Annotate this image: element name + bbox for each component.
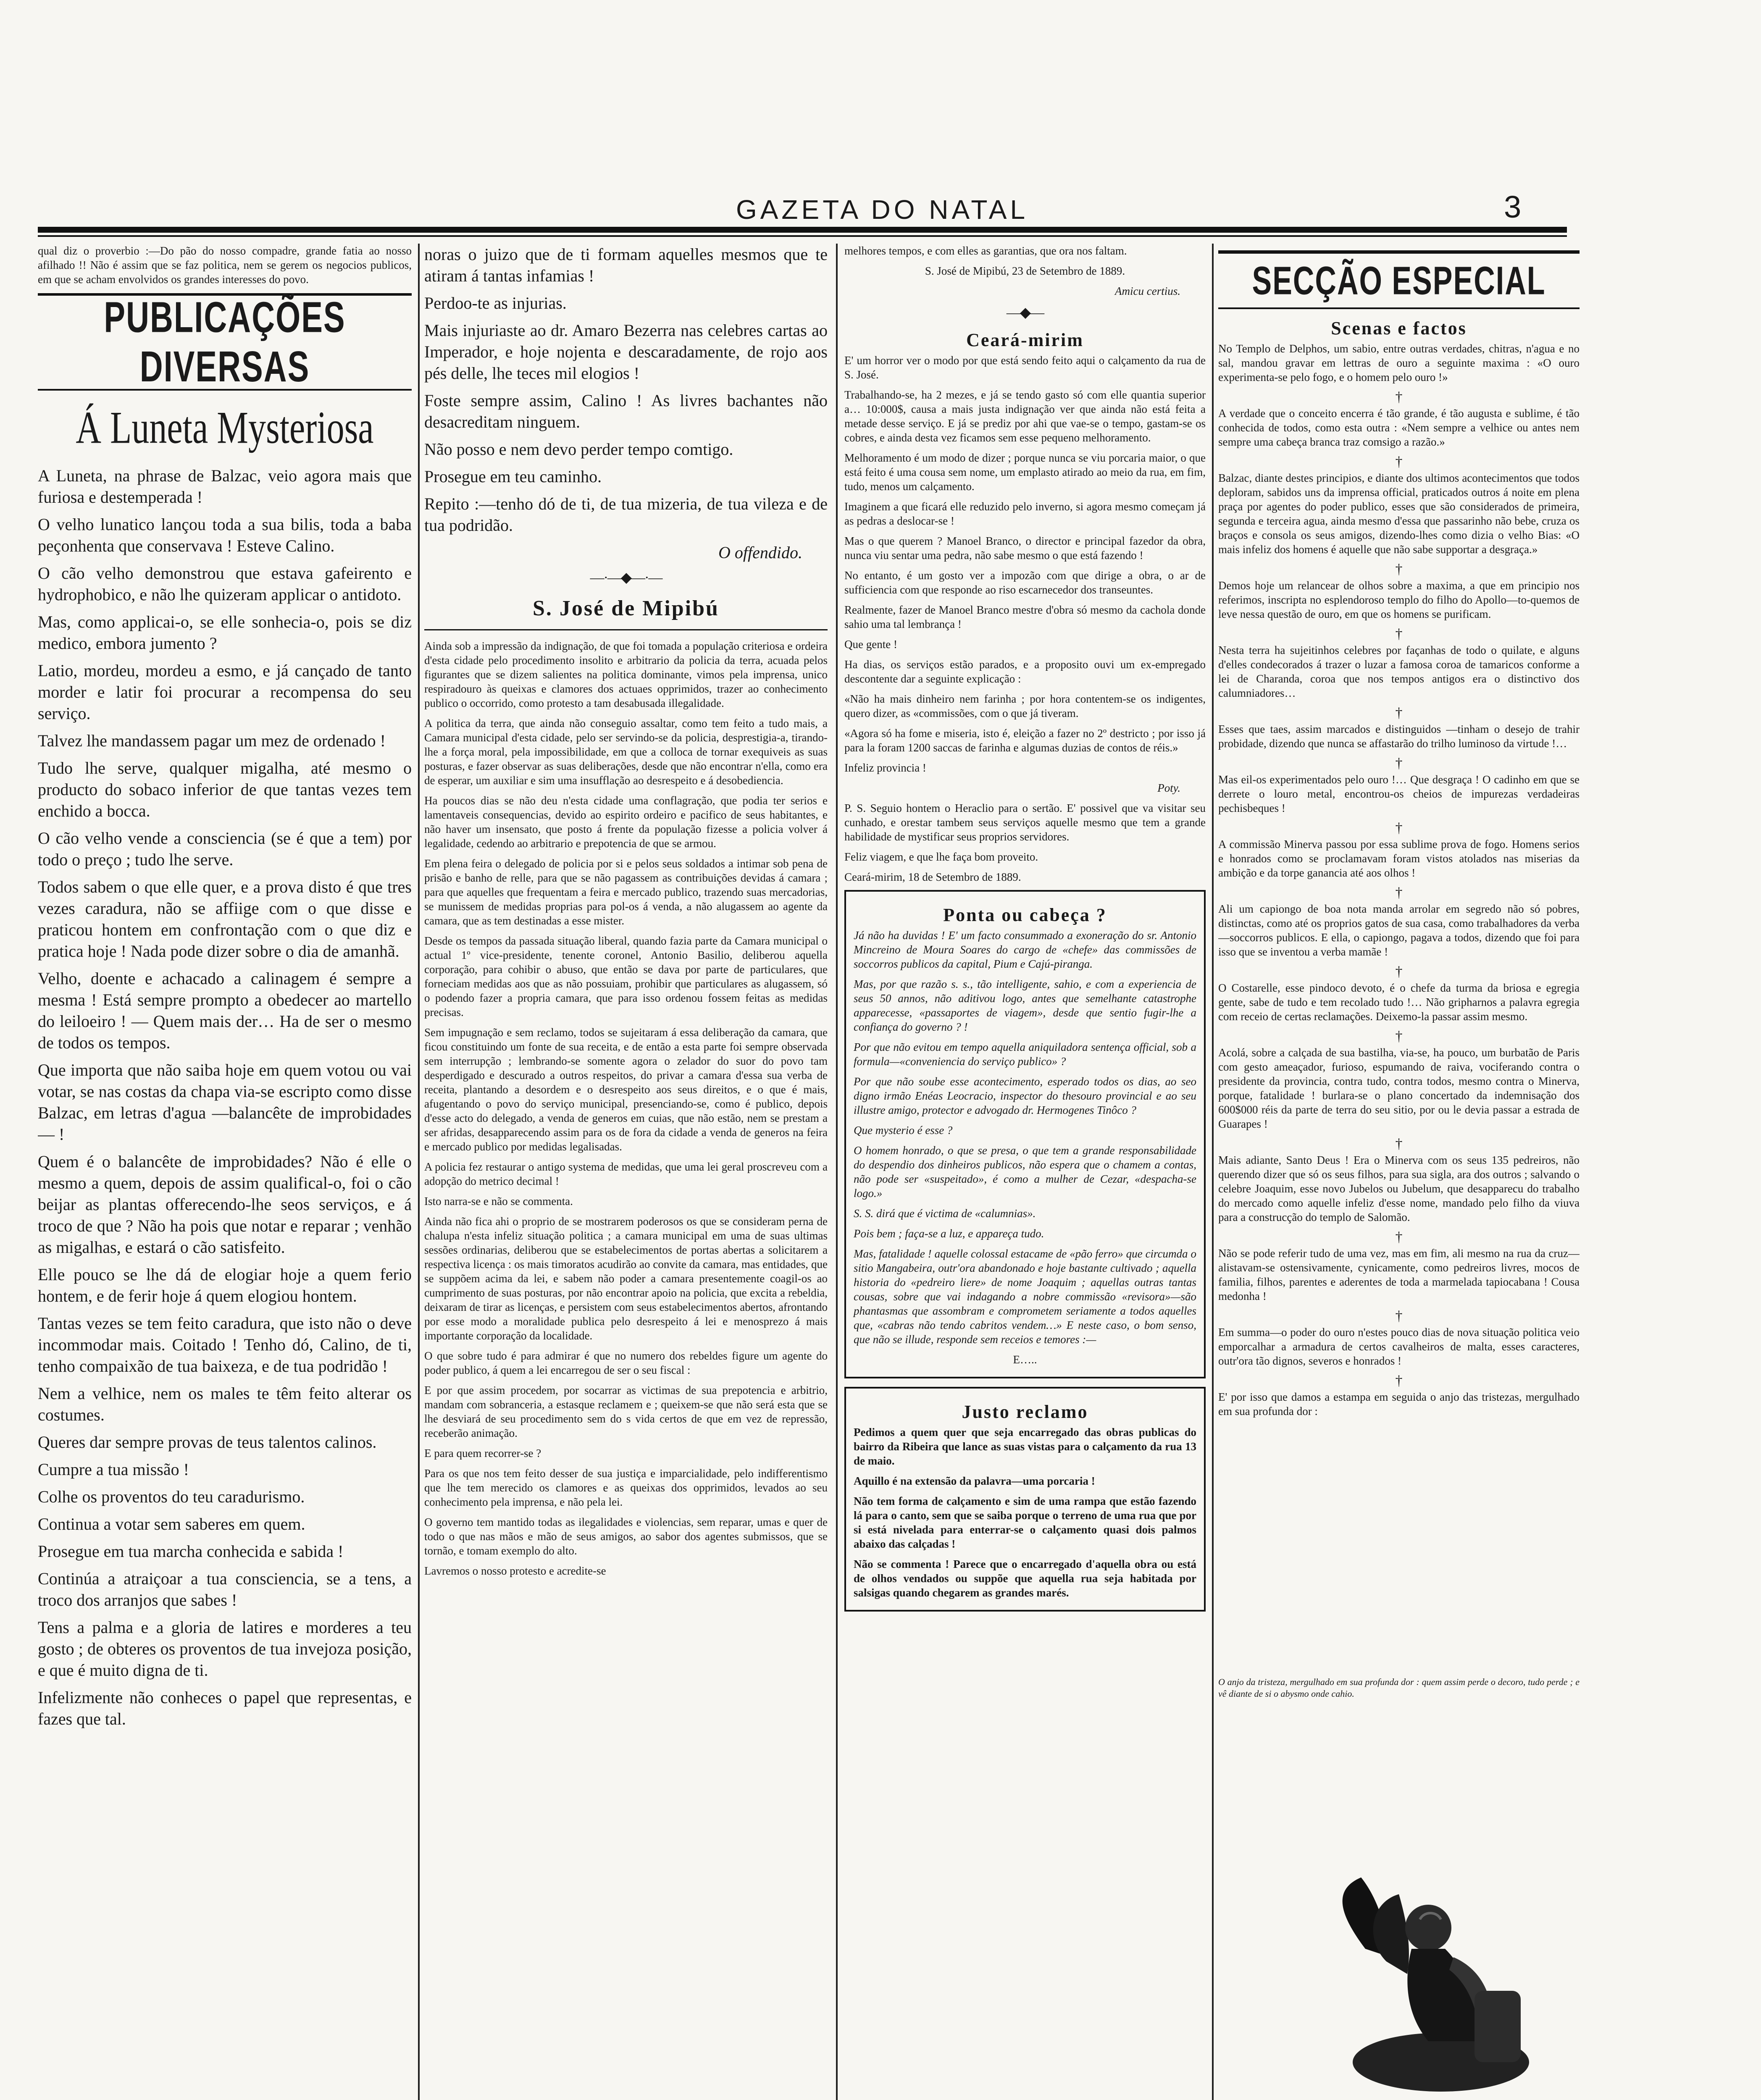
column-divider	[836, 244, 838, 2100]
section-header-seccao-especial	[1218, 250, 1580, 309]
paragraph: Continua a votar sem saberes em quem.	[38, 1515, 305, 1533]
dagger-separator: †	[1395, 562, 1403, 577]
dagger-separator: †	[1395, 1373, 1403, 1389]
paragraph: A verdade que o conceito encerra é tão grande, é tão augusta e sublime, é tão conhecida de todos, como esta outra : «Nem sempre a velhice ou antes nem sempre uma cabeça branca traz comsigo a razão.»	[1218, 407, 1580, 448]
article-body-sao-jose	[424, 639, 828, 1578]
paragraph: Tudo lhe serve, qualquer migalha, até mesmo o producto do sobaco inferior de que tantas vezes tem enchido a bocca.	[38, 759, 412, 820]
paragraph: A policia fez restaurar o antigo systema de medidas, que uma lei geral proscreveu com a adopção do metrico decimal !	[424, 1160, 828, 1187]
paragraph: No entanto, é um gosto ver a impozão com que dirige a obra, o ar de sufficiencia com que responde ao riso escarnecedor dos transeuntes.	[844, 569, 1206, 596]
article-title-sao-jose: S. José de Mipibú	[533, 596, 719, 620]
paragraph: Imaginem a que ficará elle reduzido pelo inverno, si agora mesmo começam já as pedras a deslocar-se !	[844, 500, 1206, 527]
paragraph: Colhe os proventos do teu caradurismo.	[38, 1487, 305, 1506]
dagger-separator: †	[1395, 885, 1403, 900]
paragraph: Tens a palma e a gloria de latires e morderes a teu gosto ; de obteres os proventos de tua invejoza posição, e que é muito digna de ti.	[38, 1618, 412, 1680]
dagger-separator: †	[1395, 756, 1403, 771]
dagger-separator: †	[1395, 1136, 1403, 1152]
paragraph: Esses que taes, assim marcados e distinguidos —tinham o desejo de trahir probidade, dizendo que nunca se affastarão do trilho luminoso da virtude !…	[1218, 723, 1580, 750]
section-header-publicacoes	[38, 293, 412, 391]
paragraph: O cão velho vende a consciencia (se é que a tem) por todo o preço ; tudo lhe serve.	[38, 829, 412, 869]
masthead-rule	[38, 227, 1567, 233]
column-1	[38, 244, 412, 2100]
paragraph: Todos sabem o que elle quer, e a prova disto é que tres vezes caradura, não se affiige com o que disse e praticou hontem em confrontação com o que diz e pratica hoje ! Nada pode dizer sobre o dia de amanhã.	[38, 877, 412, 961]
paragraph: Trabalhando-se, ha 2 mezes, e já se tendo gasto só com elle quantia superior a… 10:000$, causa a mais justa indignação ver que ainda não está feita a metade desse serviço. E já se prediz por ahi que vae-se o tempo, gastam-se os cobres, e ainda desta vez ficamos sem esse pequeno melhoramento.	[844, 388, 1206, 444]
article-postscript: P. S. Seguio hontem o Heraclio para o sertão. E' possivel que va visitar seu cunhado, e orestar tambem seus serviços aquelle mesmo que tem a grande habilidade de mystificar seus proprios servidores.	[844, 802, 1206, 843]
paragraph: O governo tem mantido todas as ilegalidades e violencias, sem reparar, umas e quer de todo o que nas mãos e mão de seus amigos, ao sabor dos agentes submissos, que se tornão, e tomam exemplo do alto.	[424, 1516, 828, 1557]
paragraph: Ha dias, os serviços estão parados, e a proposito ouvi um ex-empregado descontente dar a seguinte explicação :	[844, 658, 1206, 685]
dagger-separator: †	[1395, 820, 1403, 836]
paragraph: Não se commenta ! Parece que o encarregado d'aquella obra ou está de olhos vendados ou suppõe que aquella rua seja habitada por salsigas quando chegarem as grandes marés.	[854, 1558, 1196, 1599]
paragraph: Mas, como applicai-o, se elle sonhecia-o, pois se diz medico, embora jumento ?	[38, 612, 412, 653]
paragraph: Continúa a atraiçoar a tua consciencia, se a tens, a troco dos arranjos que sabes !	[38, 1569, 412, 1609]
article-title-ceara-mirim: Ceará-mirim	[966, 330, 1084, 350]
article-signature: E…..	[1013, 1353, 1037, 1366]
dagger-separator: †	[1395, 626, 1403, 642]
paragraph: Por que não soube esse acontecimento, esperado todos os dias, ao seo digno irmão Enéas Leocracio, inspector do thesouro provincial e ao seu illustre amigo, protector e advogado dr. Hermogenes Tinôco ?	[854, 1075, 1196, 1116]
paragraph: O que sobre tudo é para admirar é que no numero dos rebeldes figure um agente do poder publico, á quem a lei encarregou de ser o seu fiscal :	[424, 1349, 828, 1376]
paragraph: Talvez lhe mandassem pagar um mez de ordenado !	[38, 731, 386, 750]
paragraph: Latio, mordeu, mordeu a esmo, e já cançado de tanto morder e latir foi procurar a recompensa do seu serviço.	[38, 661, 412, 723]
paragraph: Balzac, diante destes principios, e diante dos ultimos acontecimentos que todos deploram, sabidos uns da imprensa official, praticados outros á noite em plena praça por agentes do poder publico, esses que são considerados de primeira, segunda e terceira agua, ainda mesmo d'essa que passarinho não bebe, cruza os braços e consola os seus amigos, dizendo-lhes como dizia o velho Bias: «O mais infeliz dos homens é aquelle que não sabe supportar a desgraça.»	[1218, 472, 1580, 556]
paragraph: Aquillo é na extensão da palavra—uma porcaria !	[854, 1475, 1095, 1487]
dagger-separator: †	[1395, 1029, 1403, 1044]
paragraph: Perdoo-te as injurias.	[424, 294, 567, 312]
title-rule	[424, 629, 828, 630]
dagger-separator: †	[1395, 1308, 1403, 1324]
paragraph: Velho, doente e achacado a calinagem é sempre a mesma ! Está sempre prompto a obedecer ao martello do leiloeiro ! — Quem mais der… Ha de ser o mesmo de todos os tempos.	[38, 969, 412, 1052]
dagger-separator: †	[1395, 389, 1403, 405]
paragraph: Por que não evitou em tempo aquella aniquiladora sentença official, sob a formula—«conveniencia do serviço publico» ?	[854, 1041, 1196, 1068]
paragraph: E' por isso que damos a estampa em seguida o anjo das tristezas, mergulhado em sua profunda dor :	[1218, 1391, 1580, 1418]
engraving-space	[1218, 1424, 1580, 1676]
paragraph: Ali um capiongo de boa nota manda arrolar em segredo não só pobres, distinctas, como até os proprios gatos de sua casa, como trabalhadores da verba—soccorros publicos. E ella, o capiongo, pagava a todos, dizendo que foi para isso que se inventou a verba mamãe !	[1218, 903, 1580, 958]
signature: Amicu certius.	[1115, 285, 1180, 297]
paragraph: Que gente !	[844, 638, 897, 651]
column-3	[844, 244, 1206, 2100]
angel-engraving-illustration	[1315, 1865, 1533, 2100]
paragraph: Ainda não fica ahi o proprio de se mostrarem poderosos os que se consideram perna de chalupa n'esta infeliz situação politica ; a camara municipal em uma de suas ultimas sessões ordinarias, deliberou que se estabelecimentos de portas abertas a solicitarem a respectiva licença : os mais timoratos acudirão ao convite da camara, mas entidades, que se suppõem acima da lei, e sabem não poder a camara presentemente coagil-os ao cumprimento de suas posturas, por não encontrar apoio na policia, que excita a rebeldia, deixaram de tirar as licenças, e persistem com seus estabelecimentos abertos, afrontando por esse modo a moralidade publica pelo desrespeito á lei e menosprezo á mais importante corporação da localidade.	[424, 1215, 828, 1342]
paragraph: Demos hoje um relancear de olhos sobre a maxima, a que em principio nos referimos, inscripta no esplendoroso templo do filho do Apollo—to-quemos de leve nessa questão de ouro, em que os homens se purificam.	[1218, 579, 1580, 620]
paragraph: E para quem recorrer-se ?	[424, 1447, 541, 1460]
dagger-separator: †	[1395, 454, 1403, 470]
masthead-rule-thin	[38, 235, 1567, 237]
article-signature: O offendido.	[718, 543, 802, 562]
paragraph: Ainda sob a impressão da indignação, de que foi tomada a população criteriosa e ordeira d'esta cidade pelo procedimento insolito e arbitrario da policia da terra, acuada pelos figurantes que se dizem salientes na politica dominante, vimos pela imprensa, unico respiradouro às queixas e clamores dos actuaes opprimidos, trazer ao conhecimento publico o occorrido, como protesto a tam desabusada illegalidade.	[424, 640, 828, 709]
paragraph: Repito :—tenho dó de ti, de tua mizeria, de tua vileza e de tua podridão.	[424, 494, 828, 535]
column-divider	[1212, 244, 1214, 2100]
paragraph: Isto narra-se e não se commenta.	[424, 1195, 573, 1208]
article-dateline: Ceará-mirim, 18 de Setembro de 1889.	[844, 871, 1021, 883]
article-signature: Poty.	[1157, 782, 1180, 794]
paragraph: O velho lunatico lançou toda a sua bilis, toda a baba peçonhenta que conservava ! Esteve Calino.	[38, 515, 412, 555]
paragraph: Mas o que querem ? Manoel Branco, o director e principal fazedor da obra, nunca viu sentar uma pedra, não sabe mesmo o que está fazendo !	[844, 535, 1206, 562]
paragraph: A politica da terra, que ainda não conseguio assaltar, como tem feito a tudo mais, a Camara municipal d'esta cidade, pelo ser servindo-se da policia, desprestigia-a, tirando-lhe a força moral, pela impossibilidade, em que a colloca de tornar exequiveis as suas posturas, e fazer observar as suas deliberações, desde que não encontrar n'ella, como era de esperar, um auxiliar e sim uma insufflação ao desrespeito e á desobediencia.	[424, 717, 828, 787]
paragraph: Tantas vezes se tem feito caradura, que isto não o deve incommodar mais. Coitado ! Tenho dó, Calino, de ti, tenho compaixão de tua baixeza, e de tua podridão !	[38, 1314, 412, 1376]
article-body-justo-reclamo	[854, 1425, 1196, 1600]
paragraph: Infelizmente não conheces o papel que representas, e fazes que tal.	[38, 1688, 412, 1728]
paragraph: Melhoramento é um modo de dizer ; porque nunca se viu porcaria maior, o que está feito é uma cousa sem nome, um emplasto atirado ao meio da rua, em fim, tudo, menos um calçamento.	[844, 452, 1206, 493]
paragraph: Elle pouco se lhe dá de elogiar hoje a quem ferio hontem, e de ferir hoje á quem elogiou hontem.	[38, 1265, 412, 1305]
newspaper-title: GAZETA DO NATAL	[736, 194, 1029, 225]
paragraph: Que importa que não saiba hoje em quem votou ou vai votar, se nas costas da chapa via-se escripto como disse Balzac, em letras d'agua —balancête de improbidades— !	[38, 1060, 412, 1144]
paragraph: O cão velho demonstrou que estava gafeirento e hydrophobico, e não lhe quizeram applicar o antidoto.	[38, 564, 412, 604]
paragraph: Já não ha duvidas ! E' um facto consummado a exoneração do sr. Antonio Mincreino de Moura Soares do cargo de «chefe» das commissões de soccorros publicos da capital, Pium e Cajú-piranga.	[854, 929, 1196, 970]
ornament-divider: —◆—	[1006, 305, 1044, 320]
article-body-luneta	[38, 465, 412, 1730]
paragraph: Acolá, sobre a calçada de sua bastilha, via-se, ha pouco, um burbatão de Paris com gesto ameaçador, furioso, espumando de raiva, vociferando contra o presidente da provincia, contra tudo, contra todos, mesmo contra o Minerva, porque, fatalidade ! burlara-se o plano concertado da indemnisação dos 600$000 réis da parte de terra do seu sitio, por ou le devia passar a estrada de Guarapes !	[1218, 1046, 1580, 1130]
engraving-caption: O anjo da tristeza, mergulhado em sua profunda dor : quem assim perde o decoro, tudo perde ; e vê diante de si o abysmo onde cahio.	[1218, 1677, 1580, 1699]
paragraph: S. S. dirá que é victima de «calumnias».	[854, 1207, 1036, 1220]
boxed-article-ponta-ou-cabeca	[844, 890, 1206, 1378]
paragraph: A Luneta, na phrase de Balzac, veio agora mais que furiosa e destemperada !	[38, 466, 412, 507]
paragraph: Mais adiante, Santo Deus ! Era o Minerva com os seus 135 pedreiros, não querendo dizer que só os seus filhos, para sua sigla, ara dos outros ; salvando o celebre Joaquim, esse novo Jubelos ou Jubelum, que desapparecu do trabalho do mercado como aquelle infeliz d'esse nome, mandado pelo filho da viuva para a construcção do templo de Salomão.	[1218, 1154, 1580, 1223]
paragraph: Mas, por que razão s. s., tão intelligente, sahio, e com a experiencia de seus 50 annos, não aditivou logo, antes que semelhante catastrophe apparecesse, «passaportes de viagem», desde que sentio fugir-lhe a confiança do governo ? !	[854, 978, 1196, 1033]
paragraph: Ha poucos dias se não deu n'esta cidade uma conflagração, que podia ter serios e lamentaveis consequencias, devido ao espirito ordeiro e pacifico de seus habitantes, e não haver um insensato, que posto á frente da população fizesse a policia volver á legalidade, cedendo ao arbitrario e prepotencia de que se armou.	[424, 794, 828, 850]
paragraph: Prosegue em teu caminho.	[424, 467, 602, 486]
article-body-scenas-e-factos	[1218, 341, 1580, 1418]
paragraph: Nem a velhice, nem os males te têm feito alterar os costumes.	[38, 1384, 412, 1424]
article-body-ceara-mirim	[844, 353, 1206, 775]
paragraph: Para os que nos tem feito desser de sua justiça e imparcialidade, pelo indifferentismo que lhe tem merecido os clamores e as queixas dos opprimidos, levados ao seu conhecimento pela imprensa, e não pela lei.	[424, 1467, 828, 1508]
dagger-separator: †	[1395, 705, 1403, 721]
dagger-separator: †	[1395, 1229, 1403, 1245]
column-4	[1218, 244, 1580, 2100]
paragraph: noras o juizo que de ti formam aquelles mesmos que te atiram á tantas infamias !	[424, 245, 828, 285]
paragraph: Queres dar sempre provas de teus talentos calinos.	[38, 1433, 377, 1452]
paragraph: Em plena feira o delegado de policia por si e pelos seus soldados a intimar sob pena de prisão e banho de relle, para que se não pagassem as contribuições devidas á camara ; para que aquelles que frequentam a feira e mercado publico, trazendo suas mercadorias, se munissem de medidas proprias para pol-os á venda, a não alugassem ao agente da camara, que as tem destinadas a esse mister.	[424, 857, 828, 927]
paragraph: Prosegue em tua marcha conhecida e sabida !	[38, 1542, 344, 1561]
paragraph: Nesta terra ha sujeitinhos celebres por façanhas de todo o quilate, e alguns d'elles condecorados á trazer o luzar a famosa coroa de tamaricos conforme a lei de Charanda, coroa que nos tempos antigos era o distinctivo dos calumniadores…	[1218, 644, 1580, 699]
column-2	[424, 244, 828, 2100]
section-title: SECÇÃO ESPECIAL	[1252, 258, 1546, 303]
paragraph: Que mysterio é esse ?	[854, 1124, 953, 1137]
section-title: PUBLICAÇÕES DIVERSAS	[104, 293, 346, 391]
column-1-intro: qual diz o proverbio :—Do pão do nosso compadre, grande fatia ao nosso afilhado !! Não é assim que se faz politica, nem se gerem os negocios publicos, em que se acham envolvidos os grandes interesses do povo.	[38, 244, 412, 286]
paragraph: Lavremos o nosso protesto e acredite-se	[424, 1564, 606, 1577]
page-number: 3	[1504, 189, 1522, 224]
article-continuation	[424, 244, 828, 536]
paragraph: Realmente, fazer de Manoel Branco mestre d'obra só mesmo da cachola donde sahio uma tal lembrança !	[844, 604, 1206, 630]
paragraph: O Costarelle, esse pindoco devoto, é o chefe da turma da briosa e egregia gente, sabe de tudo e tem recolado tudo !… Não gripharnos a palavra egregia com receio de certas reclamações. Deixemo-la passar assim mesmo.	[1218, 982, 1580, 1023]
article-title-scenas-e-factos: Scenas e factos	[1331, 318, 1467, 339]
article-closing: Feliz viagem, e que lhe faça bom proveito.	[844, 850, 1038, 863]
paragraph: Cumpre a tua missão !	[38, 1460, 189, 1479]
paragraph: Sem impugnação e sem reclamo, todos se sujeitaram á essa deliberação da camara, que ficou constituindo um fonte de sua receita, e de então a esta parte foi sempre observada sem interrupção ; lembrando-se somente agora o zelador do suor do povo tam desperdigado e descurado a outros respeitos, do privar a camara d'essa sua verba de receita, plantando a desordem e o desrespeito aos seus direitos, e o que é mais, afugentando o povo do serviço municipal, presenciando-se, como é publico, depois d'esse acto do delegado, a venda de generos em cuias, que não estão, nem se prestam a ser afridas, desapparecendo assim para os de fora da cidade a venda de generos na feira e mercado publico por medidas legalisadas.	[424, 1026, 828, 1153]
column-divider	[418, 244, 420, 2100]
paragraph: Desde os tempos da passada situação liberal, quando fazia parte da Camara municipal o actual 1º vice-presidente, tenente coronel, Antonio Basilio, deliberou aquella corporação, para cohibir o abuso, que então se dava por parte de particulares, que forneciam medidas aos que as não possuiam, prohibir que particulares as alugassem, só o podendo fazer a propria camara, que para isso ordenou fossem feitas as medidas precisas.	[424, 934, 828, 1018]
paragraph: Pois bem ; faça-se a luz, e appareça tudo.	[854, 1227, 1044, 1240]
dagger-separator: †	[1395, 964, 1403, 979]
column-3-intro: melhores tempos, e com elles as garantias, que ora nos faltam.	[844, 244, 1127, 257]
paragraph: «Agora só ha fome e miseria, isto é, eleição a fazer no 2º destricto ; por isso já para la foram 1200 saccas de farinha e algumas duzias de contos de réis.»	[844, 727, 1206, 754]
paragraph: E' um horror ver o modo por que está sendo feito aqui o calçamento da rua de S. José.	[844, 354, 1206, 381]
ornament-divider: —·—◆—·—	[590, 570, 662, 585]
article-title-justo-reclamo: Justo reclamo	[962, 1402, 1088, 1422]
dateline: S. José de Mipibú, 23 de Setembro de 1889.	[925, 265, 1125, 277]
paragraph: Não tem forma de calçamento e sim de uma rampa que estão fazendo lá para o canto, sem que se saiba porque o terreno de uma rua que por si está nivelada para enterrar-se o calçamento quasi dois palmos abaixo das calçadas !	[854, 1495, 1196, 1550]
paragraph: Não se pode referir tudo de uma vez, mas em fim, ali mesmo na rua da cruz—alistavam-se ostensivamente, cynicamente, como pedreiros livres, mocos de familia, filhos, parentes e aderentes de toda a marmelada tapiocabana ! Cousa medonha !	[1218, 1247, 1580, 1302]
paragraph: Infeliz provincia !	[844, 761, 926, 774]
article-title-luneta: Á Luneta Mysteriosa	[76, 402, 374, 453]
paragraph: Não posso e nem devo perder tempo comtigo.	[424, 440, 733, 459]
paragraph: O homem honrado, o que se presa, o que tem a grande responsabilidade do despendio dos dinheiros publicos, não espera que o chamem a contas, não pode ser «suspeitado», é como a mulher de Cezar, «despacha-se logo.»	[854, 1144, 1196, 1200]
paragraph: E por que assim procedem, por socarrar as victimas de sua prepotencia e arbitrio, mandam com sobranceria, a estasque reclamem e ; queixem-se que não será esta que se lhe desviará de seu procedimento sem do s vida certos de que em vez de repressão, receberão animação.	[424, 1384, 828, 1439]
paragraph: No Templo de Delphos, um sabio, entre outras verdades, chitras, n'agua e no sal, mandou gravar em lettras de ouro a seguinte maxima : «O ouro experimenta-se pelo fogo, e o homem pelo ouro !»	[1218, 342, 1580, 383]
paragraph: Mas, fatalidade ! aquelle colossal estacame de «pão ferro» que circumda o sitio Mangabeira, outr'ora abandonado e hoje bastante cultivado ; aquella historia do «pedreiro liere» de nome Joaquim ; aquellas outras tantas cousas, sobre que vai indagando a nobre commissão «revisora»—são phantasmas que assombram e comprometem seriamente a todos aquelles que, «cabras não tendo cabritos vendem…» E neste caso, o bom senso, que não se illude, responde sem receios e temores :—	[854, 1247, 1196, 1346]
paragraph: Pedimos a quem quer que seja encarregado das obras publicas do bairro da Ribeira que lance as suas vistas para o calçamento da rua 13 de maio.	[854, 1426, 1196, 1467]
article-title-ponta-ou-cabeca: Ponta ou cabeça ?	[943, 905, 1107, 925]
paragraph: «Não ha mais dinheiro nem farinha ; por hora contentem-se os indigentes, quero dizer, as «commissões, com o que já tiveram.	[844, 693, 1206, 719]
paragraph: A commissão Minerva passou por essa sublime prova de fogo. Homens serios e honrados como se proclamavam foram vistos atolados nas miserias da ambição e da torpe ganancia até aos olhos !	[1218, 838, 1580, 879]
paragraph: Quem é o balancête de improbidades? Não é elle o mesmo a quem, depois de assim qualifical-o, foi o cão beijar as plantas offerecendo-lhe seos serviços, e á troco de que ? Não ha pois que notar e reparar ; venhão as migalhas, e estará o cão satisfeito.	[38, 1152, 412, 1257]
paragraph: Foste sempre assim, Calino ! As livres bachantes não desacreditam ninguem.	[424, 391, 828, 431]
paragraph: Mas eil-os experimentados pelo ouro !… Que desgraça ! O cadinho em que se derrete o louro metal, encontrou-os cheios de impurezas verdadeiras pechisbeques !	[1218, 773, 1580, 814]
boxed-article-justo-reclamo	[844, 1387, 1206, 1612]
paragraph: Mais injuriaste ao dr. Amaro Bezerra nas celebres cartas ao Imperador, e hoje nojenta e descaradamente, de rojo aos pés delle, lhe teces mil elogios !	[424, 321, 828, 383]
paragraph: Em summa—o poder do ouro n'estes pouco dias de nova situação politica veio emporcalhar a armadura de certos cavalheiros de malta, esses caracteres, outr'ora tão dignos, severos e honrados !	[1218, 1326, 1580, 1367]
article-body-ponta-ou-cabeca	[854, 928, 1196, 1347]
